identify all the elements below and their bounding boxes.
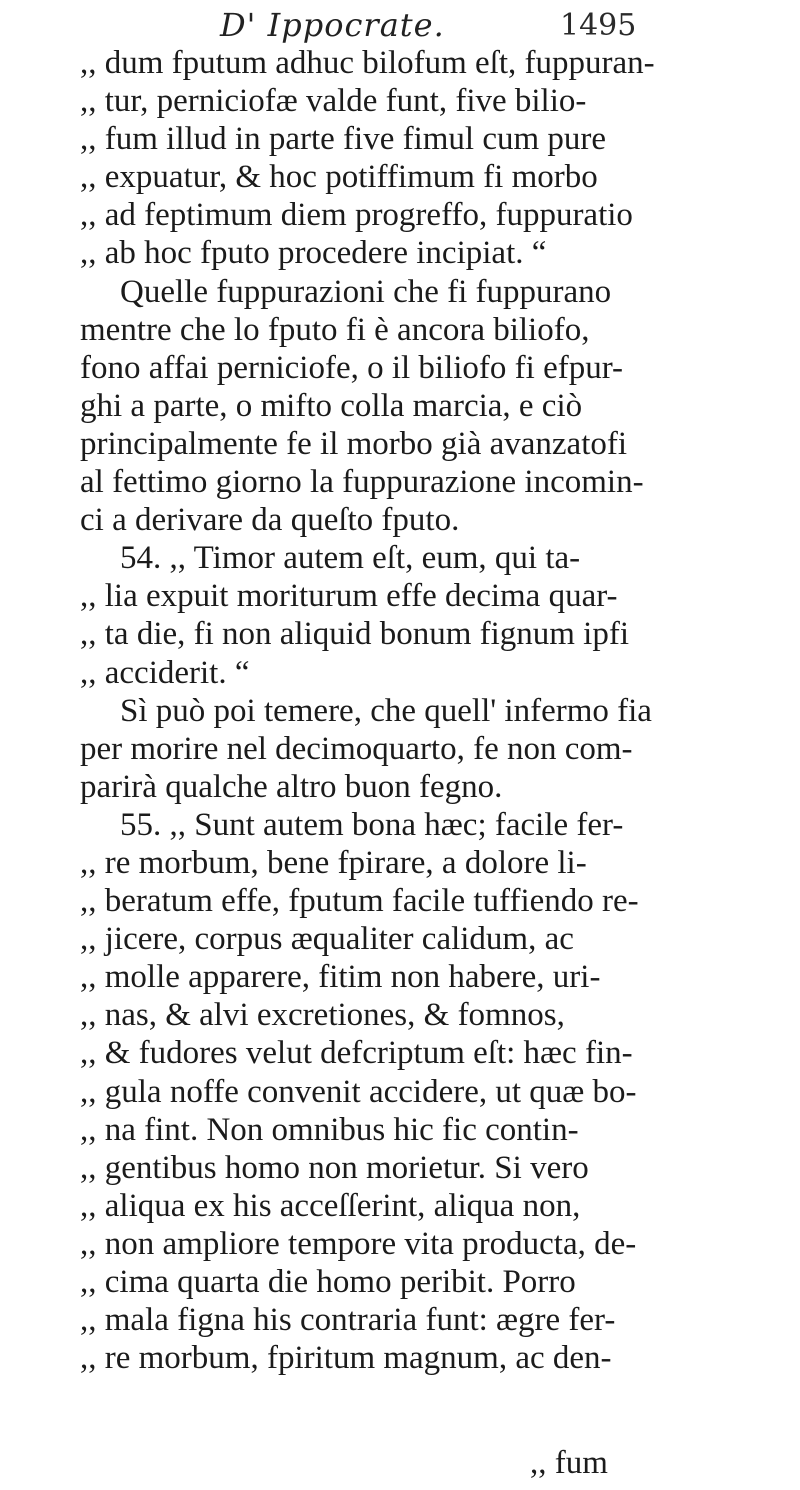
text-line: per morire nel decimoquarto, fe non com-	[80, 730, 633, 767]
text-line: mentre che lo fputo fi è ancora biliofo,	[80, 311, 590, 348]
page-number: 1495	[560, 8, 637, 43]
text-line: ,, tur, perniciofæ valde funt, five bilio-	[80, 83, 587, 120]
text-line: ,, dum fputum adhuc bilofum eſt, fuppuran-	[80, 45, 655, 81]
text-line: ,, re morbum, fpiritum magnum, ac den-	[80, 1340, 612, 1377]
text-line: principalmente fe il morbo già avanzatofi	[80, 425, 628, 462]
text-line: ,, nas, & alvi excretiones, & fomnos,	[80, 997, 565, 1034]
text-line: ,, ta die, fi non aliquid bonum fignum ipfi	[80, 616, 630, 653]
text-line: ,, mala figna his contraria funt: ægre fer-	[80, 1302, 616, 1339]
text-line: ,, cima quarta die homo peribit. Porro	[80, 1264, 576, 1300]
running-head	[200, 6, 680, 46]
text-line: Quelle fuppurazioni che fi fuppurano	[120, 273, 612, 310]
text-line: ,, gentibus homo non morietur. Si vero	[80, 1149, 589, 1186]
text-line: ,, & fudores velut defcriptum eſt: hæc fin-	[80, 1035, 633, 1072]
body-text	[62, 44, 792, 1377]
catchword: ,, fum	[530, 1445, 608, 1481]
text-line: ,, expuatur, & hoc potiffimum fi morbo	[80, 159, 598, 196]
text-line: parirà qualche altro buon fegno.	[80, 768, 503, 805]
text-line: ghi a parte, o mifto colla marcia, e ciò	[80, 387, 583, 424]
text-line: ,, molle apparere, fitim non habere, uri-	[80, 959, 601, 996]
text-line: ,, aliqua ex his acceſſerint, aliqua non,	[80, 1187, 581, 1224]
text-line: ,, na fint. Non omnibus hic fic contin-	[80, 1111, 579, 1148]
text-line: ci a derivare da queſto fputo.	[80, 502, 460, 539]
text-line: al fettimo giorno la fuppurazione incomin-	[80, 464, 644, 501]
running-title: D' Ippocrate.	[220, 6, 445, 44]
text-line: ,, ad feptimum diem progreffo, fuppuratio	[80, 197, 633, 234]
text-line: ,, jicere, corpus æqualiter calidum, ac	[80, 921, 574, 958]
text-line: 55. ,, Sunt autem bona hæc; facile fer-	[120, 806, 624, 843]
text-line: fono affai perniciofe, o il biliofo fi efpur-	[80, 349, 624, 386]
text-line: ,, acciderit. “	[80, 654, 250, 691]
text-line: ,, non ampliore tempore vita producta, de-	[80, 1225, 637, 1262]
text-line: Sì può poi temere, che quell' infermo fia	[120, 692, 652, 729]
text-line: ,, lia expuit moriturum effe decima quar-	[80, 578, 618, 615]
text-line: ,, gula noffe convenit accidere, ut quæ bo-	[80, 1073, 637, 1110]
text-line: ,, ab hoc fputo procedere incipiat. “	[80, 235, 547, 272]
text-line: ,, re morbum, bene fpirare, a dolore li-	[80, 844, 587, 881]
text-line: ,, beratum effe, fputum facile tuffiendo re-	[80, 883, 639, 920]
text-line: 54. ,, Timor autem eſt, eum, qui ta-	[120, 540, 581, 577]
text-line: ,, fum illud in parte five fimul cum pure	[80, 121, 607, 158]
